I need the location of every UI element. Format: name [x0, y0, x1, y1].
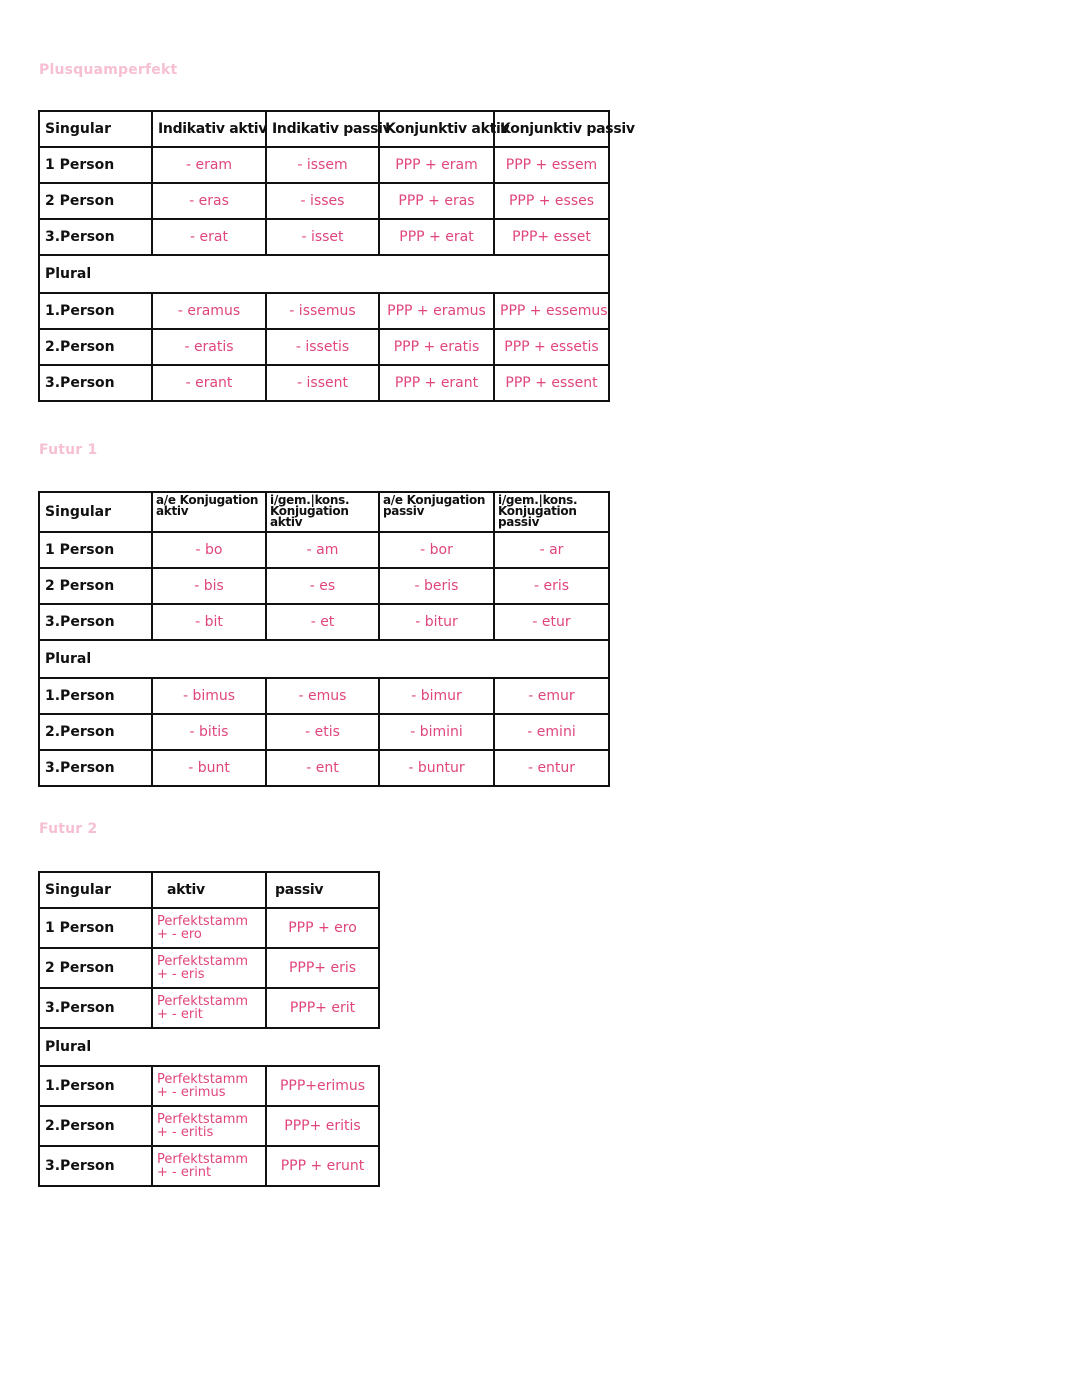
row-label: 3.Person	[39, 604, 152, 640]
header-indikativ-aktiv: Indikativ aktiv	[152, 111, 266, 147]
table-cell-passiv: PPP+ eritis	[266, 1106, 379, 1146]
table-cell: - eras	[152, 183, 266, 219]
table-cell-aktiv	[152, 908, 266, 948]
header-passiv: passiv	[266, 872, 379, 908]
header-singular: Singular	[39, 111, 152, 147]
plusquamperfekt-table	[38, 110, 635, 402]
table-cell: - emini	[494, 714, 609, 750]
table-cell-aktiv	[152, 988, 266, 1028]
table-cell: - bunt	[152, 750, 266, 786]
table-cell-passiv: PPP + ero	[266, 908, 379, 948]
header-ae-konjugation-aktiv: a/e Konjugation aktiv	[152, 492, 266, 532]
table-row	[39, 183, 609, 219]
table-cell: - emur	[494, 678, 609, 714]
table-cell: - bitis	[152, 714, 266, 750]
table-row	[39, 1146, 379, 1186]
row-label: 2 Person	[39, 948, 152, 988]
row-label: 3.Person	[39, 365, 152, 401]
table-cell: - bor	[379, 532, 494, 568]
ending-text: + - eritis	[157, 1125, 214, 1140]
table-cell: - etur	[494, 604, 609, 640]
table-cell: - bimur	[379, 678, 494, 714]
table-row	[39, 750, 609, 786]
header-singular: Singular	[39, 492, 152, 532]
row-label: 1.Person	[39, 678, 152, 714]
plural-label: Plural	[39, 255, 609, 293]
table-cell: - eratis	[152, 329, 266, 365]
header-ae-konjugation-passiv: a/e Konjugation passiv	[379, 492, 494, 532]
table-cell-aktiv	[152, 1146, 266, 1186]
table-cell: PPP + essem	[494, 147, 609, 183]
table-cell: - et	[266, 604, 379, 640]
table-header-row	[39, 111, 609, 147]
table-row	[39, 147, 609, 183]
table-cell-passiv: PPP+erimus	[266, 1066, 379, 1106]
table-cell: - etis	[266, 714, 379, 750]
header-konjunktiv-passiv: Konjunktiv passiv	[494, 111, 609, 147]
table-cell: PPP + essetis	[494, 329, 609, 365]
table-cell-aktiv	[152, 1106, 266, 1146]
table-cell: - buntur	[379, 750, 494, 786]
table-cell: - bo	[152, 532, 266, 568]
row-label: 1.Person	[39, 293, 152, 329]
table-row	[39, 988, 379, 1028]
perfektstamm-text: Perfektstamm	[157, 1152, 249, 1167]
row-label: 3.Person	[39, 219, 152, 255]
table-row	[39, 714, 609, 750]
row-label: 2 Person	[39, 568, 152, 604]
futur-1-table	[38, 491, 610, 787]
table-cell: - bit	[152, 604, 266, 640]
table-cell-aktiv	[152, 1066, 266, 1106]
table-cell: - erant	[152, 365, 266, 401]
table-cell: - bitur	[379, 604, 494, 640]
row-label: 2.Person	[39, 714, 152, 750]
row-label: 2.Person	[39, 329, 152, 365]
table-cell: PPP+ esset	[494, 219, 609, 255]
table-row	[39, 908, 379, 948]
table-cell-passiv: PPP+ eris	[266, 948, 379, 988]
row-label: 2.Person	[39, 1106, 152, 1146]
table-header-row	[39, 492, 609, 532]
header-singular: Singular	[39, 872, 152, 908]
table-cell-aktiv	[152, 948, 266, 988]
row-label: 3.Person	[39, 750, 152, 786]
table-cell: - issem	[266, 147, 379, 183]
table-cell: PPP + erant	[379, 365, 494, 401]
row-label: 1 Person	[39, 908, 152, 948]
perfektstamm-text: Perfektstamm	[157, 1112, 249, 1127]
table-row	[39, 678, 609, 714]
table-cell: - bis	[152, 568, 266, 604]
table-cell: - entur	[494, 750, 609, 786]
table-cell: PPP + erat	[379, 219, 494, 255]
perfektstamm-text: Perfektstamm	[157, 994, 249, 1009]
row-label: 1 Person	[39, 147, 152, 183]
table-row	[39, 365, 609, 401]
ending-text: + - ero	[157, 927, 202, 942]
table-cell: - eramus	[152, 293, 266, 329]
table-row	[39, 219, 609, 255]
table-cell: - ar	[494, 532, 609, 568]
header-konjunktiv-aktiv: Konjunktiv aktiv	[379, 111, 494, 147]
plural-row	[39, 640, 609, 678]
table-row	[39, 568, 609, 604]
table-cell: - erat	[152, 219, 266, 255]
header-indikativ-passiv: Indikativ passiv	[266, 111, 379, 147]
table-cell: - emus	[266, 678, 379, 714]
header-aktiv: aktiv	[152, 872, 266, 908]
table-cell: - isset	[266, 219, 379, 255]
row-label: 3.Person	[39, 988, 152, 1028]
plural-row	[39, 1028, 379, 1066]
table-cell: - isses	[266, 183, 379, 219]
plural-label: Plural	[39, 1028, 379, 1066]
row-label: 1.Person	[39, 1066, 152, 1106]
table-cell: - bimini	[379, 714, 494, 750]
table-header-row	[39, 872, 379, 908]
table-cell: PPP + eram	[379, 147, 494, 183]
perfektstamm-text: Perfektstamm	[157, 1072, 249, 1087]
plural-label: Plural	[39, 640, 609, 678]
table-cell: PPP + eratis	[379, 329, 494, 365]
row-label: 3.Person	[39, 1146, 152, 1186]
table-cell-passiv: PPP + erunt	[266, 1146, 379, 1186]
header-igem-kons-konjugation-passiv: i/gem.|kons. Konjugation passiv	[494, 492, 609, 532]
row-label: 1 Person	[39, 532, 152, 568]
row-label: 2 Person	[39, 183, 152, 219]
section-title-futur-2: Futur 2	[39, 821, 98, 837]
table-cell: - eram	[152, 147, 266, 183]
table-cell: - issent	[266, 365, 379, 401]
table-cell: PPP + eramus	[379, 293, 494, 329]
table-cell: - issemus	[266, 293, 379, 329]
table-row	[39, 329, 609, 365]
table-cell: PPP + eras	[379, 183, 494, 219]
table-cell: PPP + essent	[494, 365, 609, 401]
table-cell: - issetis	[266, 329, 379, 365]
ending-text: + - erit	[157, 1007, 203, 1022]
section-title-futur-1: Futur 1	[39, 442, 98, 458]
futur-2-table	[38, 871, 380, 1187]
table-cell-passiv: PPP+ erit	[266, 988, 379, 1028]
perfektstamm-text: Perfektstamm	[157, 954, 249, 969]
table-cell: PPP + essemus	[494, 293, 609, 329]
plural-row	[39, 255, 609, 293]
table-cell: - ent	[266, 750, 379, 786]
table-row	[39, 293, 609, 329]
header-igem-kons-konjugation-aktiv: i/gem.|kons. Konjugation aktiv	[266, 492, 379, 532]
table-cell: - beris	[379, 568, 494, 604]
table-row	[39, 532, 609, 568]
table-cell: - bimus	[152, 678, 266, 714]
table-row	[39, 1106, 379, 1146]
table-cell: - eris	[494, 568, 609, 604]
section-title-plusquamperfekt: Plusquamperfekt	[39, 62, 178, 78]
table-cell: PPP + esses	[494, 183, 609, 219]
table-cell: - es	[266, 568, 379, 604]
perfektstamm-text: Perfektstamm	[157, 914, 249, 929]
ending-text: + - erint	[157, 1165, 212, 1180]
ending-text: + - erimus	[157, 1085, 226, 1100]
table-row	[39, 948, 379, 988]
table-cell: - am	[266, 532, 379, 568]
table-row	[39, 1066, 379, 1106]
ending-text: + - eris	[157, 967, 205, 982]
table-row	[39, 604, 609, 640]
